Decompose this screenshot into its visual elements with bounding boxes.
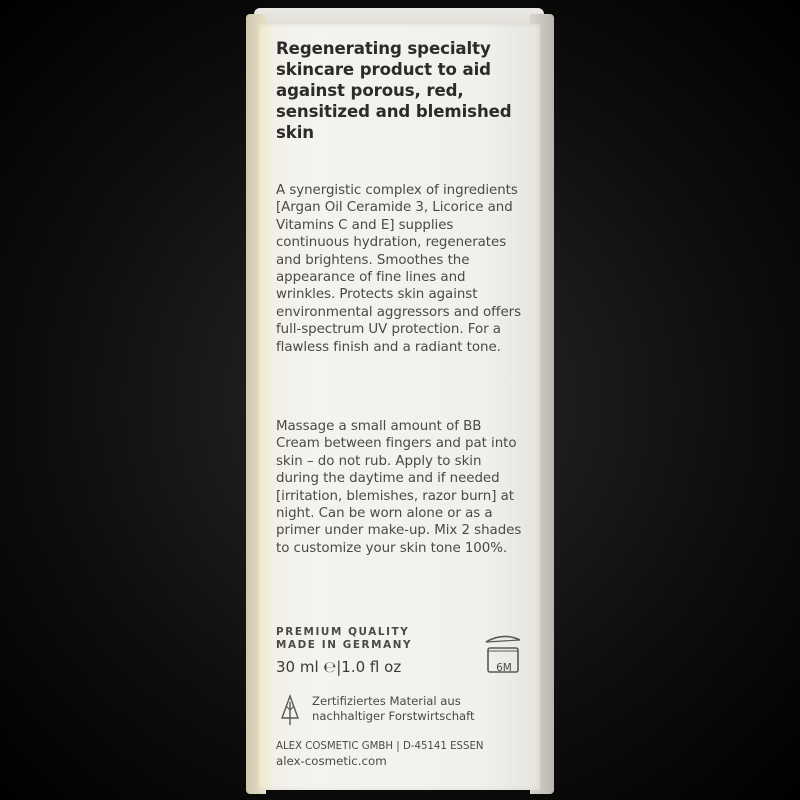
company-url: alex-cosmetic.com [276, 754, 387, 768]
certification-text: Zertifiziertes Material aus nachhaltiger Forstwirtschaft [312, 694, 475, 723]
volume-metric: 30 ml [276, 658, 319, 676]
period-after-opening-label: 6M [496, 662, 512, 674]
company-address: ALEX COSMETIC GMBH | D-45141 ESSEN [276, 741, 484, 752]
volume-statement [276, 658, 476, 676]
quality-line-1: PREMIUM QUALITY [276, 626, 410, 638]
tree-icon [280, 694, 300, 726]
usage-paragraph: Massage a small amount of BB Cream between fingers and pat into skin – do not rub. Apply to skin during the daytime and if needed [irritation, blemishes, razor burn] at night. Can be worn alone or as a primer under make-up. Mix 2 shades to customize your skin tone 100%. [276, 419, 522, 556]
volume-imperial: |1.0 fl oz [336, 658, 402, 676]
quality-statement [276, 626, 476, 652]
panel-content [276, 38, 526, 768]
product-headline: Regenerating specialty skincare product to aid against porous, red, sensitized and blemished skin [276, 39, 512, 142]
description-paragraph: A synergistic complex of ingredients [Argan Oil Ceramide 3, Licorice and Vitamins C and E] supplies continuous hydration, regenerates and brightens. Smoothes the appearance of fine lines and wrinkles. Protects skin against environmental aggressors and offers full-spectrum UV protection. For a flawless finish and a radiant tone. [276, 183, 522, 355]
estimate-sign-icon: ℮ [323, 658, 337, 676]
quality-line-2: MADE IN GERMANY [276, 639, 413, 651]
